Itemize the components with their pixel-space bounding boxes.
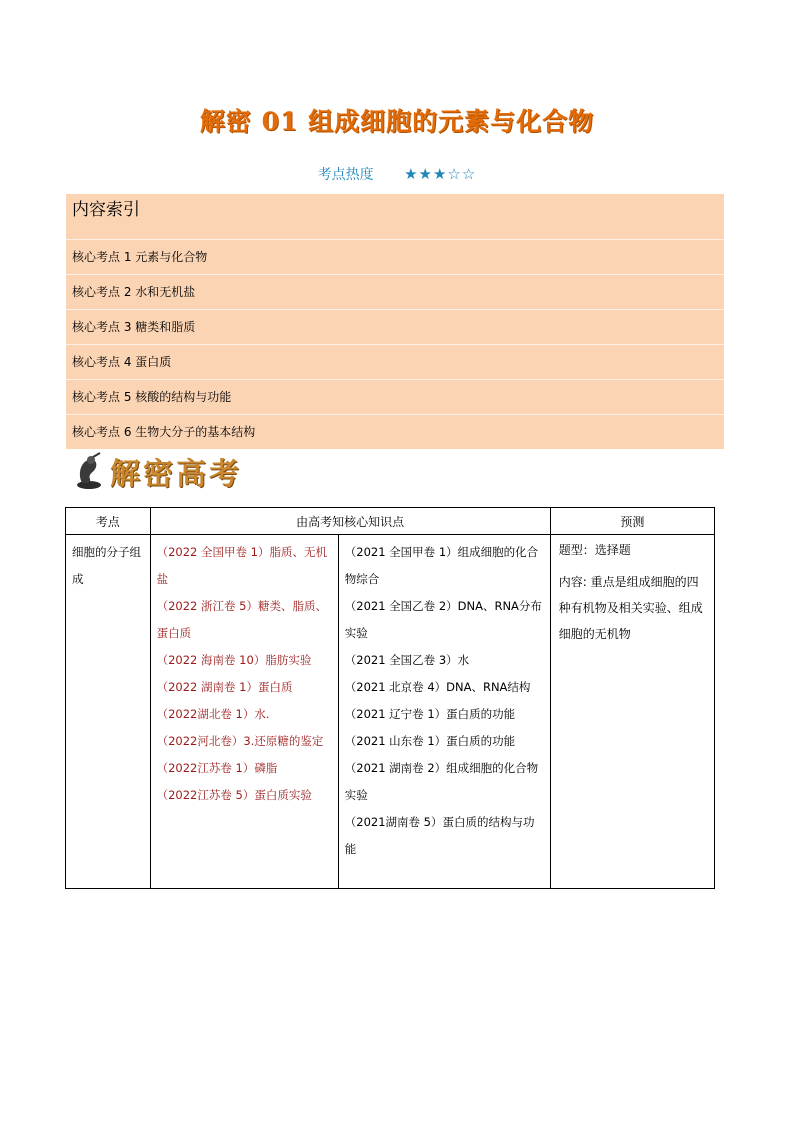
list-item: （2022河北卷）3.还原糖的鉴定 (156, 734, 324, 748)
header-knowledge: 由高考知核心知识点 (150, 508, 550, 535)
list-item: （2022 海南卷 10）脂肪实验 (156, 653, 312, 667)
index-item: 核心考点 5 核酸的结构与功能 (66, 380, 724, 415)
index-item: 核心考点 1 元素与化合物 (66, 240, 724, 275)
list-2022 (151, 535, 338, 813)
heat-rating (0, 164, 794, 184)
header-topic: 考点 (66, 508, 151, 535)
list-item: （2022江苏卷 1）磷脂 (156, 761, 278, 775)
list-item: （2021 湖南卷 2）组成细胞的化合物实验 (344, 761, 539, 802)
index-item: 核心考点 3 糖类和脂质 (66, 310, 724, 345)
table-header-row (66, 508, 715, 535)
list-item: （2022湖北卷 1）水. (156, 707, 270, 721)
index-header: 内容索引 (66, 194, 724, 240)
header-prediction: 预测 (550, 508, 714, 535)
list-2021 (339, 535, 550, 867)
list-item: （2021 北京卷 4）DNA、RNA结构 (344, 680, 531, 694)
list-item: （2022 湖南卷 1）蛋白质 (156, 680, 293, 694)
index-item: 核心考点 2 水和无机盐 (66, 275, 724, 310)
list-item: （2022 浙江卷 5）糖类、脂质、蛋白质 (156, 599, 328, 640)
heat-label: 考点热度 (317, 167, 374, 183)
list-item: （2021湖南卷 5）蛋白质的结构与功能 (344, 815, 535, 856)
list-item: （2022江苏卷 5）蛋白质实验 (156, 788, 312, 802)
table-row (66, 535, 715, 889)
list-item: （2021 山东卷 1）蛋白质的功能 (344, 734, 516, 748)
list-item: （2021 全国乙卷 2）DNA、RNA分布实验 (344, 599, 542, 640)
section-banner (72, 450, 242, 492)
prediction-type: 题型：选择题 (558, 543, 631, 557)
list-item: （2021 辽宁卷 1）蛋白质的功能 (344, 707, 516, 721)
prediction-content: 内容: 重点是组成细胞的四种有机物及相关实验、组成细胞的无机物 (558, 575, 703, 641)
topic-cell: 细胞的分子组成 (72, 545, 141, 586)
banner-text: 解密高考 (110, 457, 242, 492)
star-rating: ★★★☆☆ (404, 165, 477, 183)
list-item: （2021 全国甲卷 1）组成细胞的化合物综合 (344, 545, 539, 586)
page-title: 解密 01 组成细胞的元素与化合物 (199, 107, 595, 136)
list-item: （2021 全国乙卷 3）水 (344, 653, 470, 667)
ink-brush-icon (72, 451, 106, 491)
index-item: 核心考点 6 生物大分子的基本结构 (72, 425, 256, 439)
content-index (66, 194, 724, 449)
prediction-cell (551, 535, 714, 649)
list-item: （2022 全国甲卷 1）脂质、无机盐 (156, 545, 328, 586)
index-item: 核心考点 4 蛋白质 (66, 345, 724, 380)
exam-table (65, 507, 715, 889)
